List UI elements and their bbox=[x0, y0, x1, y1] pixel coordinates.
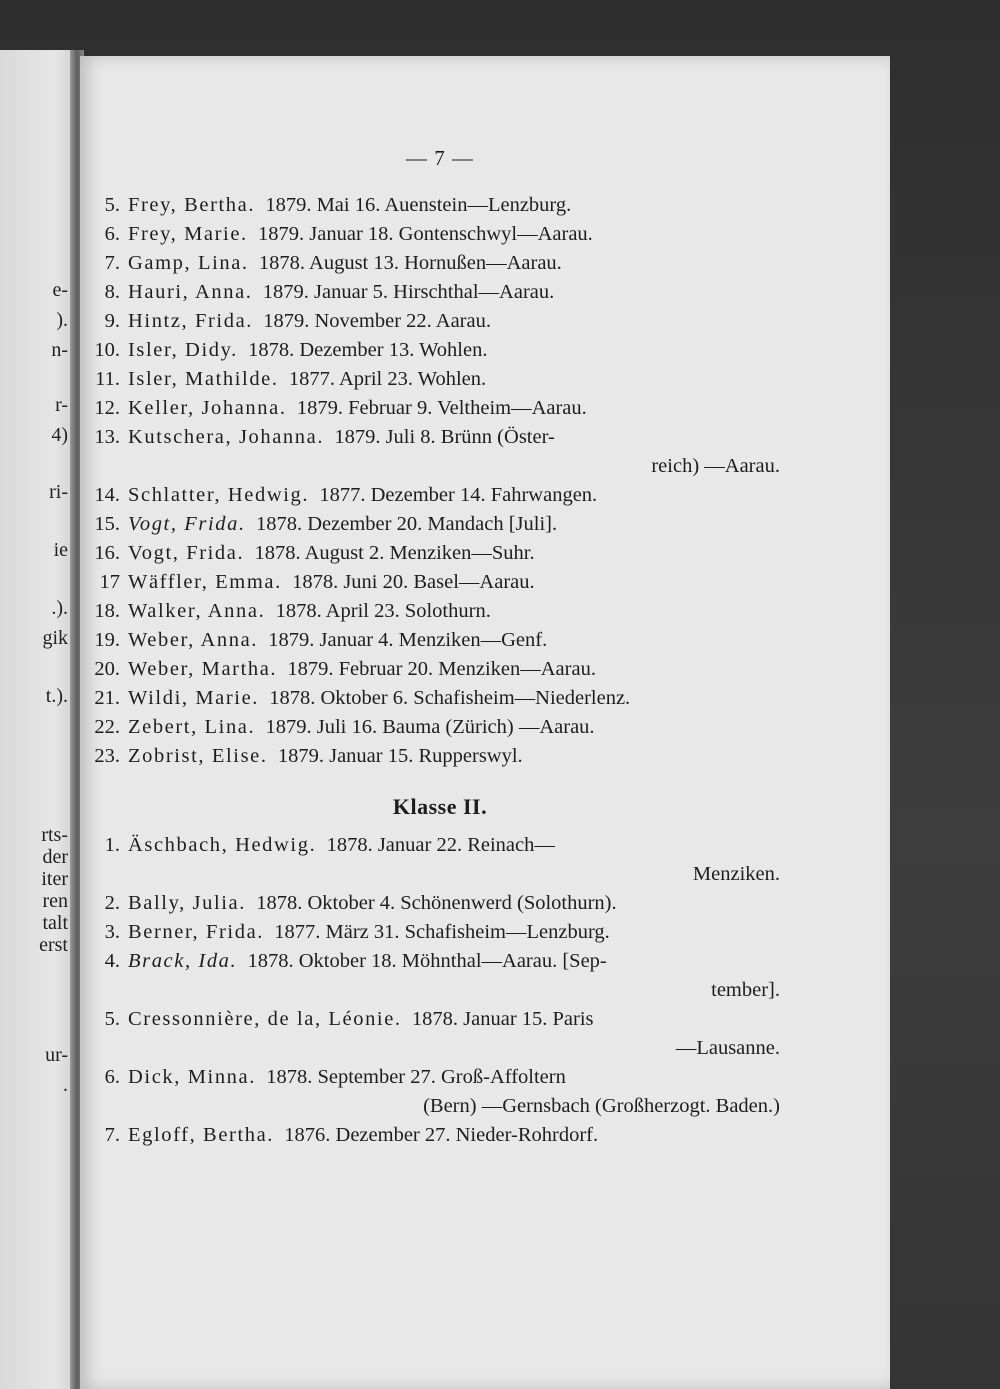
entry-name: Vogt, Frida. bbox=[128, 513, 246, 535]
entry-name: Hintz, Frida. bbox=[128, 310, 253, 332]
entry-name: Schlatter, Hedwig. bbox=[128, 484, 310, 506]
entry-number: 17 bbox=[99, 571, 120, 593]
left-fragment: e- bbox=[52, 279, 68, 301]
entry-name: Isler, Mathilde. bbox=[128, 368, 279, 390]
entry-name: Brack, Ida. bbox=[128, 950, 238, 972]
entry-name: Dick, Minna. bbox=[128, 1066, 256, 1088]
left-fragment: erst bbox=[39, 934, 68, 956]
page-number: — 7 — bbox=[406, 146, 474, 170]
left-fragment: ie bbox=[53, 539, 68, 561]
entry-name: Gamp, Lina. bbox=[128, 252, 249, 274]
left-fragment: r- bbox=[55, 394, 68, 416]
entry-name: Cressonnière, de la, Léonie. bbox=[128, 1008, 402, 1030]
entry-name: Weber, Anna. bbox=[128, 629, 259, 651]
entry-details: 1878. Januar 22. Reinach— bbox=[326, 834, 555, 856]
left-fragment: ri- bbox=[49, 481, 68, 503]
entry-continuation: reich) —Aarau. bbox=[651, 455, 780, 477]
entry-name: Bally, Julia. bbox=[128, 892, 246, 914]
entry-details: 1879. Januar 18. Gontenschwyl—Aarau. bbox=[258, 223, 593, 245]
entry-number: 22. bbox=[94, 716, 120, 738]
left-fragment: .). bbox=[51, 597, 68, 619]
entry-number: 23. bbox=[94, 745, 120, 767]
entry-name: Wildi, Marie. bbox=[128, 687, 259, 709]
entry-details: 1879. Juli 16. Bauma (Zürich) —Aarau. bbox=[265, 716, 595, 738]
left-fragment: ur- bbox=[45, 1044, 68, 1066]
entry-name: Berner, Frida. bbox=[128, 921, 265, 943]
entry-number: 7. bbox=[104, 1124, 120, 1146]
left-fragment: rts- bbox=[41, 824, 68, 846]
entry-number: 5. bbox=[104, 194, 120, 216]
entry-details: 1878. Oktober 6. Schafisheim—Niederlenz. bbox=[269, 687, 631, 709]
entry-number: 2. bbox=[104, 892, 120, 914]
entry-name: Vogt, Frida. bbox=[128, 542, 245, 564]
entry-details: 1879. November 22. Aarau. bbox=[263, 310, 491, 332]
entry-number: 12. bbox=[94, 397, 120, 419]
left-fragment: 4) bbox=[51, 424, 68, 446]
entry-details: 1878. Dezember 20. Mandach [Juli]. bbox=[255, 513, 558, 535]
entry-number: 11. bbox=[95, 368, 120, 390]
entry-details: 1879. Januar 15. Rupperswyl. bbox=[277, 745, 523, 767]
entry-number: 20. bbox=[94, 658, 120, 680]
entry-details: 1878. Januar 15. Paris bbox=[411, 1008, 594, 1030]
left-fragment: . bbox=[63, 1074, 68, 1096]
entry-number: 18. bbox=[94, 600, 120, 622]
left-fragment: n- bbox=[51, 339, 68, 361]
entry-details: 1878. Dezember 13. Wohlen. bbox=[248, 339, 488, 361]
entry-number: 15. bbox=[94, 513, 120, 535]
list-entry-continuation bbox=[90, 975, 790, 1005]
entry-number: 10. bbox=[94, 339, 120, 361]
entry-name: Walker, Anna. bbox=[128, 600, 266, 622]
entry-details: 1878. August 13. Hornußen—Aarau. bbox=[258, 252, 562, 274]
left-fragment: t.). bbox=[45, 685, 68, 707]
entry-name: Kutschera, Johanna. bbox=[128, 426, 325, 448]
entry-number: 16. bbox=[94, 542, 120, 564]
entry-details: 1878. September 27. Groß-Affoltern bbox=[266, 1066, 566, 1088]
list-entry-continuation bbox=[90, 1091, 790, 1121]
entry-continuation: —Lausanne. bbox=[675, 1037, 780, 1059]
entry-name: Weber, Martha. bbox=[128, 658, 278, 680]
left-fragment: iter bbox=[41, 868, 68, 890]
entry-continuation: (Bern) —Gernsbach (Großherzogt. Baden.) bbox=[423, 1095, 780, 1117]
entry-number: 19. bbox=[94, 629, 120, 651]
entry-number: 8. bbox=[104, 281, 120, 303]
entry-details: 1879. Mai 16. Auenstein—Lenzburg. bbox=[265, 194, 572, 216]
entry-details: 1879. Februar 9. Veltheim—Aarau. bbox=[296, 397, 587, 419]
entry-number: 1. bbox=[104, 834, 120, 856]
left-page-edge bbox=[0, 50, 78, 1389]
entry-name: Egloff, Bertha. bbox=[128, 1124, 275, 1146]
entry-name: Äschbach, Hedwig. bbox=[128, 834, 317, 856]
entry-number: 6. bbox=[104, 223, 120, 245]
entry-number: 7. bbox=[104, 252, 120, 274]
entry-details: 1877. April 23. Wohlen. bbox=[288, 368, 487, 390]
left-fragment: gik bbox=[42, 627, 68, 649]
left-fragment: der bbox=[42, 846, 68, 868]
entry-details: 1878. Oktober 18. Möhnthal—Aarau. [Sep- bbox=[247, 950, 607, 972]
entry-continuation: Menziken. bbox=[692, 863, 780, 885]
entry-name: Zebert, Lina. bbox=[128, 716, 256, 738]
left-fragment: ren bbox=[42, 890, 68, 912]
entry-details: 1879. Januar 5. Hirschthal—Aarau. bbox=[262, 281, 555, 303]
left-fragment: ). bbox=[56, 309, 68, 331]
entry-name: Zobrist, Elise. bbox=[128, 745, 268, 767]
entry-details: 1878. August 2. Menziken—Suhr. bbox=[254, 542, 535, 564]
entry-details: 1877. März 31. Schafisheim—Lenzburg. bbox=[274, 921, 610, 943]
entry-name: Isler, Didy. bbox=[128, 339, 238, 361]
entry-details: 1879. Februar 20. Menziken—Aarau. bbox=[287, 658, 596, 680]
entry-details: 1878. Oktober 4. Schönenwerd (Solothurn). bbox=[256, 892, 617, 914]
list-entry-continuation bbox=[90, 859, 790, 889]
entry-details: 1879. Januar 4. Menziken—Genf. bbox=[268, 629, 548, 651]
entry-name: Frey, Bertha. bbox=[128, 194, 256, 216]
left-fragment: talt bbox=[42, 912, 68, 934]
entry-number: 21. bbox=[94, 687, 120, 709]
section-heading: Klasse II. bbox=[392, 794, 488, 819]
entry-details: 1879. Juli 8. Brünn (Öster- bbox=[334, 426, 555, 448]
entry-number: 4. bbox=[104, 950, 120, 972]
entry-continuation: tember]. bbox=[711, 979, 780, 1001]
entry-name: Keller, Johanna. bbox=[128, 397, 287, 419]
entry-number: 6. bbox=[104, 1066, 120, 1088]
entry-number: 5. bbox=[104, 1008, 120, 1030]
entry-details: 1878. April 23. Solothurn. bbox=[275, 600, 491, 622]
entry-name: Hauri, Anna. bbox=[128, 281, 253, 303]
entry-number: 3. bbox=[104, 921, 120, 943]
entry-name: Frey, Marie. bbox=[128, 223, 248, 245]
list-entry-continuation bbox=[90, 451, 790, 481]
entry-number: 9. bbox=[104, 310, 120, 332]
entry-number: 14. bbox=[94, 484, 120, 506]
list-entry-continuation bbox=[90, 1033, 790, 1063]
entry-name: Wäffler, Emma. bbox=[128, 571, 282, 593]
entry-number: 13. bbox=[94, 426, 120, 448]
entry-details: 1878. Juni 20. Basel—Aarau. bbox=[292, 571, 535, 593]
entry-details: 1876. Dezember 27. Nieder-Rohrdorf. bbox=[284, 1124, 599, 1146]
entry-details: 1877. Dezember 14. Fahrwangen. bbox=[319, 484, 598, 506]
